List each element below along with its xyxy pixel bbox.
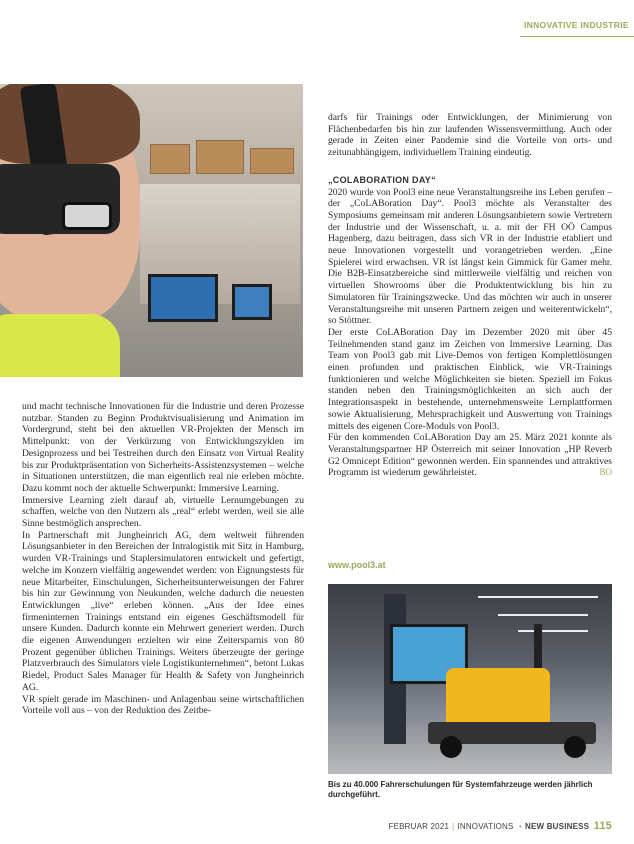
forklift-wheel: [564, 736, 586, 758]
paragraph: und macht technische Innovationen für die Industrie und deren Prozesse nutzbar. Standen zu Beginn Produktvisualisierung und Animation im Vordergrund, steht bei den aktuellen VR-Projekten der Mensch im Mittelpunkt: von der Verkürzung von Entwicklungszyklen im Designprozess und bei Testreihen durch den Einsatz von Virtual Reality bis zur Produktpräsentation von Sicherheits-Assistenzsystemen – welche in Situationen unterstützen, die man eigentlich real nie erleben möchte. Dazu kommt noch der aktuelle Schwerpunkt: Immersive Learning.: [22, 401, 304, 494]
forklift-photo: [328, 584, 612, 774]
author-initials: BO: [599, 467, 612, 478]
monitor: [232, 284, 272, 320]
footer-date: FEBRUAR 2021: [388, 822, 450, 831]
safety-vest: [0, 314, 120, 377]
paragraph: Immersive Learning zielt darauf ab, virtuelle Lernumgebungen zu schaffen, welche von den Nutzern als „real“ erlebt werden, weil sie alle Sinne bestmöglich ansprechen.: [22, 494, 304, 530]
right-column: [328, 112, 612, 479]
paragraph: 2020 wurde von Pool3 eine neue Veranstaltungsreihe ins Leben gerufen – der „CoLABoration Day“. Pool3 möchte als Veranstalter des Symposiums gemeinsam mit anderen Lösungsanbietern sowie Vertretern der Industrie und der Wissenschaft, u. a. mit der FH OÖ Campus Hagenberg, dazu beitragen, dass sich VR in der Industrie etabliert und neue Innovationen vorgestellt und vorangetrieben werden. „Eine Spielerei wird erwachsen. VR ist längst kein Gimmick für Gamer mehr. Die B2B-Einsatzbereiche sind mittlerweile vielfältig und reichen von virtuellen Showrooms über die Produktentwicklung bis hin zu Simulatoren für Trainingszwecke. Und das möchten wir auch in unserer Veranstaltungsreihe mit unseren Partnern zeigen und weiterentwickeln“, so Stöttner.: [328, 186, 612, 327]
page-number: 115: [593, 820, 612, 832]
paragraph: Der erste CoLABoration Day im Dezember 2020 mit über 45 Teilnehmenden stand ganz im Zeichen von Immersive Learning. Das Team von Pool3 gab mit Live-Demos von fertigen Komplettlösungen einen profunden und praktischen Einblick, wie VR-Trainings funktionieren und welche Möglichkeiten sie bieten. Speziell im Fokus standen neben den Trainingsmöglichkeiten an sich auch der Integrationsaspekt in bestehende, unternehmensweite Lernplattformen sowie Aktualisierung, Mehrsprachigkeit und Auswertung von Trainings mittels des eigenen Core-Moduls von Pool3.: [328, 326, 612, 432]
headset-sensor: [62, 202, 112, 230]
box: [250, 148, 294, 174]
box: [196, 140, 244, 174]
forklift-wheel: [440, 736, 462, 758]
footer-separator: |: [452, 822, 455, 831]
page-footer: [388, 820, 612, 832]
paragraph: darfs für Trainings oder Entwicklungen, der Minimierung von Flächenbedarfen bis hin zur laufenden Wissensvermittlung. Auch oder gerade in Zeiten einer Pandemie sind die Vorteile von orts- und zeitunabhängigem, individuellem Training eindeutig.: [328, 112, 612, 159]
header-rule: [520, 36, 634, 37]
photo-caption: Bis zu 40.000 Fahrerschulungen für Systemfahrzeuge werden jährlich durchgeführt.: [328, 780, 593, 799]
footer-bullet: •: [519, 822, 523, 831]
website-link[interactable]: www.pool3.at: [328, 560, 386, 570]
ceiling-light: [478, 596, 598, 598]
section-label: INNOVATIVE INDUSTRIE: [524, 20, 629, 30]
ceiling-light: [518, 630, 588, 632]
subheading: „COLABORATION DAY“: [328, 174, 436, 185]
footer-brand: NEW BUSINESS: [525, 822, 590, 831]
paragraph-text: Für den kommenden CoLABoration Day am 25. März 2021 konnte als Veranstaltungspartner HP Österreich mit seiner Innovation „HP Reverb G2 Omnicept Edition“ gewonnen werden. Ein spannendes und attraktives Programm ist wiederum gewährleistet.: [328, 432, 612, 479]
footer-section: INNOVATIONS: [457, 822, 514, 831]
vr-headset-photo: [0, 84, 303, 377]
paragraph: VR spielt gerade im Maschinen- und Anlagenbau seine wirtschaftlichen Vorteile voll aus – von der Reduktion des Zeitbe-: [22, 693, 304, 717]
paragraph: In Partnerschaft mit Jungheinrich AG, dem weltweit führenden Lösungsanbieter in den Bereichen der Intralogistik mit Sitz in Hamburg, wurden VR-Trainings und Staplersimulatoren entwickelt und gefertigt, welche im Konzern vielfältig angewendet werden: von Eignungstests für neue Mitarbeiter, Einschulungen, Sicherheitsunterweisungen der Fahrer bis hin zur Gewinnung von Neukunden, welche dadurch die neuesten Entwicklungen „live“ erleben können. „Aus der Idee eines firmeninternen Trainings entstand ein eigenes Geschäftsmodell für unsere Kunden. Dadurch konnte ein Mehrwert generiert werden. Durch die eigenen Anwendungen erzielten wir eine Zeitersparnis von 80 Prozent gegenüber üblichen Trainings. Weiters überzeugte der geringe Platzverbrauch des Simulators viele Logistikunternehmen“, betont Lukas Riedel, Product Sales Manager für Health & Safety von Jungheinrich AG.: [22, 529, 304, 693]
paragraph: [328, 432, 612, 479]
ceiling-light: [498, 614, 588, 616]
left-column: [22, 401, 304, 717]
box: [150, 144, 190, 174]
monitor: [148, 274, 218, 322]
